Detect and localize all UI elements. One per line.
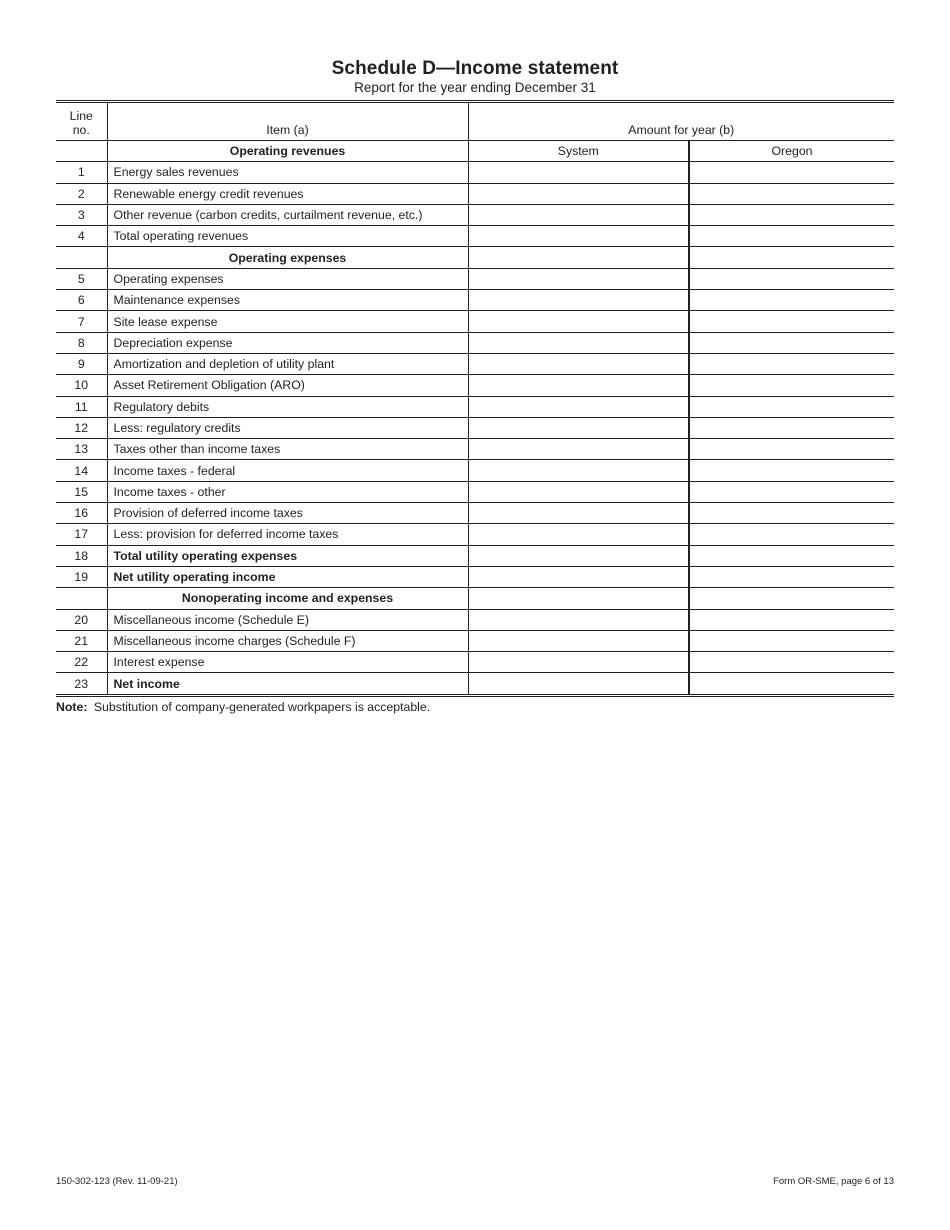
line-number: 9 [56, 353, 107, 374]
note-text: Substitution of company-generated workpapers is acceptable. [93, 700, 431, 714]
system-amount-field[interactable] [468, 226, 689, 247]
income-statement-table [56, 100, 894, 697]
page-subtitle: Report for the year ending December 31 [354, 80, 596, 95]
table-header-row [56, 102, 894, 141]
oregon-amount-field[interactable] [689, 673, 894, 695]
system-amount-field[interactable] [468, 673, 689, 695]
system-amount-field[interactable] [468, 481, 689, 502]
oregon-amount-field[interactable] [689, 566, 894, 587]
table-row [56, 226, 894, 247]
line-number: 4 [56, 226, 107, 247]
oregon-amount-field[interactable] [689, 417, 894, 438]
line-number: 18 [56, 545, 107, 566]
line-number: 2 [56, 183, 107, 204]
line-number: 14 [56, 460, 107, 481]
line-number: 23 [56, 673, 107, 695]
table-row [56, 609, 894, 630]
line-item-label: Less: provision for deferred income taxes [107, 524, 468, 545]
oregon-amount-field[interactable] [689, 545, 894, 566]
system-amount-field[interactable] [468, 545, 689, 566]
oregon-amount-field[interactable] [689, 396, 894, 417]
oregon-amount-field[interactable] [689, 652, 894, 673]
line-number-header: Line no. [56, 102, 107, 141]
oregon-amount-field[interactable] [689, 290, 894, 311]
oregon-column-header: Oregon [689, 141, 894, 162]
line-item-label: Provision of deferred income taxes [107, 503, 468, 524]
line-item-label: Net utility operating income [107, 566, 468, 587]
system-amount-field[interactable] [468, 652, 689, 673]
line-number: 5 [56, 268, 107, 289]
oregon-amount-field[interactable] [689, 183, 894, 204]
oregon-amount-field[interactable] [689, 332, 894, 353]
line-item-label: Total utility operating expenses [107, 545, 468, 566]
oregon-amount-field[interactable] [689, 439, 894, 460]
line-item-label: Asset Retirement Obligation (ARO) [107, 375, 468, 396]
table-row [56, 417, 894, 438]
table-row [56, 311, 894, 332]
line-item-label: Regulatory debits [107, 396, 468, 417]
table-row [56, 268, 894, 289]
table-row [56, 566, 894, 587]
line-number: 12 [56, 417, 107, 438]
line-item-label: Taxes other than income taxes [107, 439, 468, 460]
line-number: 11 [56, 396, 107, 417]
table-row [56, 481, 894, 502]
line-item-label: Other revenue (carbon credits, curtailment revenue, etc.) [107, 204, 468, 225]
system-amount-field[interactable] [468, 268, 689, 289]
system-amount-field[interactable] [468, 460, 689, 481]
line-item-label: Income taxes - other [107, 481, 468, 502]
table-row [56, 353, 894, 374]
section-header-row [56, 141, 894, 162]
system-amount-field[interactable] [468, 311, 689, 332]
system-amount-field[interactable] [468, 204, 689, 225]
system-amount-field[interactable] [468, 566, 689, 587]
line-item-label: Income taxes - federal [107, 460, 468, 481]
page-title: Schedule D—Income statement [331, 58, 619, 79]
table-row [56, 290, 894, 311]
table-row [56, 652, 894, 673]
table-row [56, 396, 894, 417]
system-amount-field[interactable] [468, 503, 689, 524]
line-number: 1 [56, 162, 107, 183]
section-operating-expenses: Operating expenses [107, 247, 468, 268]
line-number: 20 [56, 609, 107, 630]
table-row [56, 439, 894, 460]
note-label: Note: [56, 700, 88, 714]
section-operating-revenues: Operating revenues [107, 141, 468, 162]
line-item-label: Site lease expense [107, 311, 468, 332]
system-column-header: System [468, 141, 689, 162]
line-item-label: Total operating revenues [107, 226, 468, 247]
table-row [56, 162, 894, 183]
oregon-amount-field[interactable] [689, 268, 894, 289]
line-item-label: Less: regulatory credits [107, 417, 468, 438]
oregon-amount-field[interactable] [689, 375, 894, 396]
line-number: 16 [56, 503, 107, 524]
line-number: 10 [56, 375, 107, 396]
line-number: 7 [56, 311, 107, 332]
oregon-amount-field[interactable] [689, 353, 894, 374]
line-number: 13 [56, 439, 107, 460]
table-row [56, 460, 894, 481]
system-amount-field[interactable] [468, 439, 689, 460]
oregon-amount-field[interactable] [689, 481, 894, 502]
system-amount-field[interactable] [468, 630, 689, 651]
system-amount-field[interactable] [468, 396, 689, 417]
oregon-amount-field[interactable] [689, 524, 894, 545]
table-row [56, 204, 894, 225]
table-row [56, 332, 894, 353]
table-row [56, 375, 894, 396]
line-item-label: Miscellaneous income (Schedule E) [107, 609, 468, 630]
oregon-amount-field[interactable] [689, 609, 894, 630]
line-item-label: Operating expenses [107, 268, 468, 289]
line-item-label: Miscellaneous income charges (Schedule F) [107, 630, 468, 651]
oregon-amount-field[interactable] [689, 311, 894, 332]
line-number: 21 [56, 630, 107, 651]
line-item-label: Amortization and depletion of utility plant [107, 353, 468, 374]
oregon-amount-field[interactable] [689, 630, 894, 651]
table-row [56, 545, 894, 566]
form-revision: 150-302-123 (Rev. 11-09-21) [56, 1176, 178, 1187]
oregon-amount-field[interactable] [689, 162, 894, 183]
system-amount-field[interactable] [468, 162, 689, 183]
item-column-header: Item (a) [107, 102, 468, 141]
line-number: 15 [56, 481, 107, 502]
line-number: 3 [56, 204, 107, 225]
section-header-row [56, 247, 894, 268]
table-row [56, 503, 894, 524]
section-header-row [56, 588, 894, 609]
section-nonoperating: Nonoperating income and expenses [107, 588, 468, 609]
system-amount-field[interactable] [468, 524, 689, 545]
line-number: 22 [56, 652, 107, 673]
page-number: Form OR-SME, page 6 of 13 [773, 1176, 894, 1187]
system-amount-field[interactable] [468, 183, 689, 204]
table-row [56, 673, 894, 695]
system-amount-field[interactable] [468, 609, 689, 630]
oregon-amount-field[interactable] [689, 204, 894, 225]
system-amount-field[interactable] [468, 417, 689, 438]
line-item-label: Depreciation expense [107, 332, 468, 353]
line-number: 6 [56, 290, 107, 311]
line-number: 17 [56, 524, 107, 545]
amount-column-header: Amount for year (b) [468, 102, 894, 141]
line-item-label: Renewable energy credit revenues [107, 183, 468, 204]
line-number: 19 [56, 566, 107, 587]
system-amount-field[interactable] [468, 353, 689, 374]
system-amount-field[interactable] [468, 332, 689, 353]
table-row [56, 630, 894, 651]
oregon-amount-field[interactable] [689, 503, 894, 524]
line-item-label: Energy sales revenues [107, 162, 468, 183]
line-item-label: Net income [107, 673, 468, 695]
line-number: 8 [56, 332, 107, 353]
system-amount-field[interactable] [468, 375, 689, 396]
system-amount-field[interactable] [468, 290, 689, 311]
line-item-label: Maintenance expenses [107, 290, 468, 311]
note [56, 700, 430, 714]
table-row [56, 183, 894, 204]
line-item-label: Interest expense [107, 652, 468, 673]
oregon-amount-field[interactable] [689, 226, 894, 247]
oregon-amount-field[interactable] [689, 460, 894, 481]
table-row [56, 524, 894, 545]
